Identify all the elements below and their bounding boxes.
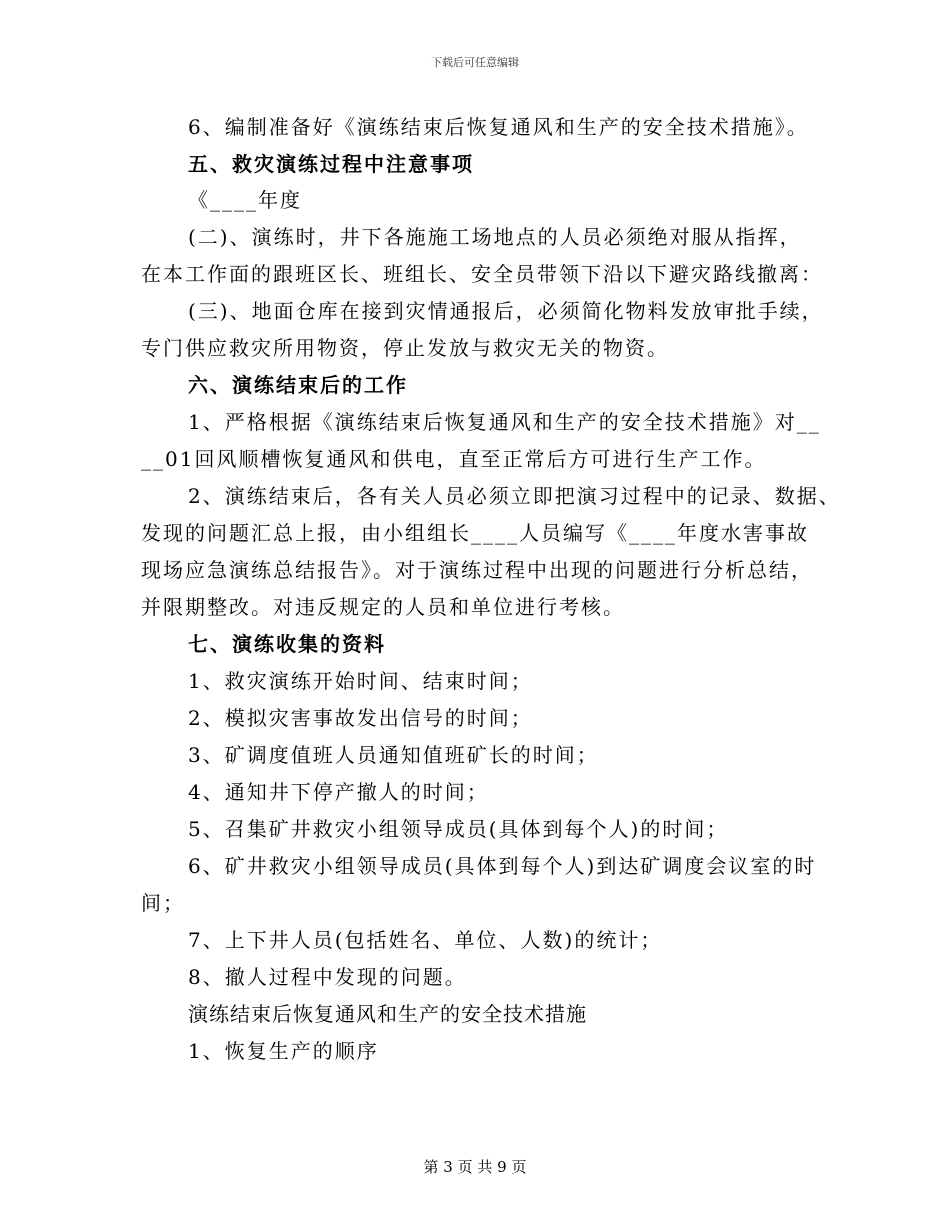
subsection-title: 演练结束后恢复通风和生产的安全技术措施 — [188, 1002, 587, 1026]
paragraph-2-line-1: (二)、演练时，井下各施施工场地点的人员必须绝对服从指挥， — [188, 225, 802, 249]
work-item-2-line-1: 2、演练结束后，各有关人员必须立即把演习过程中的记录、数据、 — [188, 484, 841, 508]
section-heading-6: 六、演练结束后的工作 — [188, 373, 408, 397]
data-item-2: 2、模拟灾害事故发出信号的时间； — [188, 706, 533, 730]
work-item-1-line-2: __01回风顺槽恢复通风和供电，直至正常后方可进行生产工作。 — [141, 447, 767, 471]
data-item-8: 8、撤人过程中发现的问题。 — [188, 965, 467, 989]
paragraph-3-line-1: (三)、地面仓库在接到灾情通报后，必须简化物料发放审批手续， — [188, 299, 824, 323]
report-title-fragment: 《____年度 — [188, 188, 302, 212]
section-heading-5: 五、救灾演练过程中注意事项 — [188, 152, 474, 176]
paragraph-2-line-2: 在本工作面的跟班区长、班组长、安全员带领下沿以下避灾路线撤离： — [141, 262, 823, 286]
work-item-2-line-4: 并限期整改。对违反规定的人员和单位进行考核。 — [141, 595, 625, 619]
section-heading-7: 七、演练收集的资料 — [188, 632, 386, 656]
paragraph-3-line-2: 专门供应救灾所用物资，停止发放与救灾无关的物资。 — [141, 336, 669, 360]
data-item-7: 7、上下井人员(包括姓名、单位、人数)的统计； — [188, 928, 663, 952]
work-item-1-line-1: 1、严格根据《演练结束后恢复通风和生产的安全技术措施》对__ — [188, 410, 821, 434]
data-item-5: 5、召集矿井救灾小组领导成员(具体到每个人)的时间； — [188, 817, 729, 841]
work-item-2-line-3: 现场应急演练总结报告》。对于演练过程中出现的问题进行分析总结， — [141, 558, 813, 582]
data-item-1: 1、救灾演练开始时间、结束时间； — [188, 669, 533, 693]
page-footer: 第 3 页 共 9 页 — [423, 1158, 527, 1176]
restore-item-1: 1、恢复生产的顺序 — [188, 1039, 379, 1063]
page-header: 下载后可任意编辑 — [431, 56, 519, 69]
item-6-prepare-measures: 6、编制准备好《演练结束后恢复通风和生产的安全技术措施》。 — [188, 115, 809, 139]
data-item-4: 4、通知井下停产撤人的时间； — [188, 780, 489, 804]
data-item-3: 3、矿调度值班人员通知值班矿长的时间； — [188, 743, 599, 767]
work-item-2-line-2: 发现的问题汇总上报，由小组组长____人员编写《____年度水害事故 — [141, 521, 809, 545]
data-item-6-line-1: 6、矿井救灾小组领导成员(具体到每个人)到达矿调度会议室的时 — [188, 854, 817, 878]
data-item-6-line-2: 间； — [141, 891, 185, 915]
